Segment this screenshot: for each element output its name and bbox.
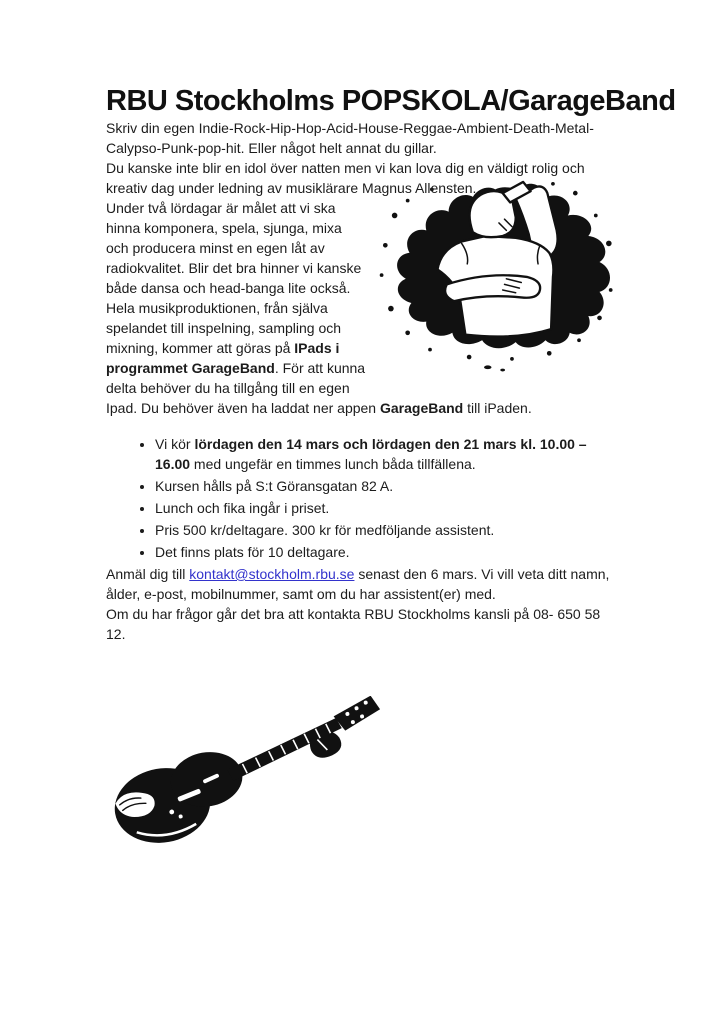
bullet-text: Lunch och fika ingår i priset. <box>155 500 330 516</box>
bullet-text: med ungefär en timmes lunch båda tillfällena. <box>190 456 476 472</box>
paragraph-idol: Du kanske inte blir en idol över natten men vi kan lova dig en väldigt rolig och kreativ dag under ledning av musiklärare Magnus Allensten. <box>106 160 585 196</box>
list-item-price <box>155 520 620 540</box>
bullet-text: Pris 500 kr/deltagare. 300 kr för medföljande assistent. <box>155 522 495 538</box>
signup-text-2: senast den 6 mars. Vi vill veta ditt namn, ålder, e-post, mobilnummer, samt om du har assistent(er) med. <box>106 566 610 602</box>
list-item-dates <box>155 434 620 474</box>
electric-guitar-icon <box>112 696 394 846</box>
production-text-3: till iPaden. <box>463 400 532 416</box>
page-title: RBU Stockholms POPSKOLA/GarageBand <box>106 85 676 117</box>
production-text-1: Hela musikproduktionen, från själva spelandet till inspelning, sampling och mixning, kommer att göras på <box>106 300 342 356</box>
performer-ink-illustration <box>376 178 620 388</box>
bullet-text: Det finns plats för 10 deltagare. <box>155 544 350 560</box>
bullet-text: Vi kör <box>155 436 195 452</box>
paragraph-intro: Skriv din egen Indie-Rock-Hip-Hop-Acid-House-Reggae-Ambient-Death-Metal-Calypso-Punk-pop-hit. Eller något helt annat du gillar. <box>106 120 594 156</box>
list-item-capacity <box>155 542 620 562</box>
production-bold-2: GarageBand <box>379 400 464 416</box>
signup-questions-line: Om du har frågor går det bra att kontakta RBU Stockholms kansli på 08- 650 58 12. <box>106 606 601 642</box>
paragraph-goal-text: Under två lördagar är målet att vi ska hinna komponera, spela, sjunga, mixa och producera minst en egen låt av radiokvalitet. Blir det bra hinner vi kanske både dansa och head-banga lite också. <box>106 200 362 296</box>
signup-text-1: Anmäl dig till <box>106 566 190 582</box>
bullet-bold-text: lördagen den 14 mars och lördagen den 21 mars kl. 10.00 – 16.00 <box>155 436 587 472</box>
paragraph-goal <box>106 198 620 298</box>
list-item-location <box>155 476 620 496</box>
microphone-performer-icon <box>376 178 620 374</box>
course-details-list <box>106 434 620 562</box>
list-item-lunch <box>155 498 620 518</box>
paragraph-signup <box>106 564 620 644</box>
bullet-text: Kursen hålls på S:t Göransgatan 82 A. <box>155 478 394 494</box>
production-text-2: . För att kunna delta behöver du ha tillgång till en egen Ipad. Du behöver även ha laddat ner appen <box>106 360 380 416</box>
production-bold-1: IPads i programmet GarageBand <box>106 340 340 376</box>
guitar-illustration <box>112 696 394 846</box>
email-link[interactable]: kontakt@stockholm.rbu.se <box>189 566 355 582</box>
